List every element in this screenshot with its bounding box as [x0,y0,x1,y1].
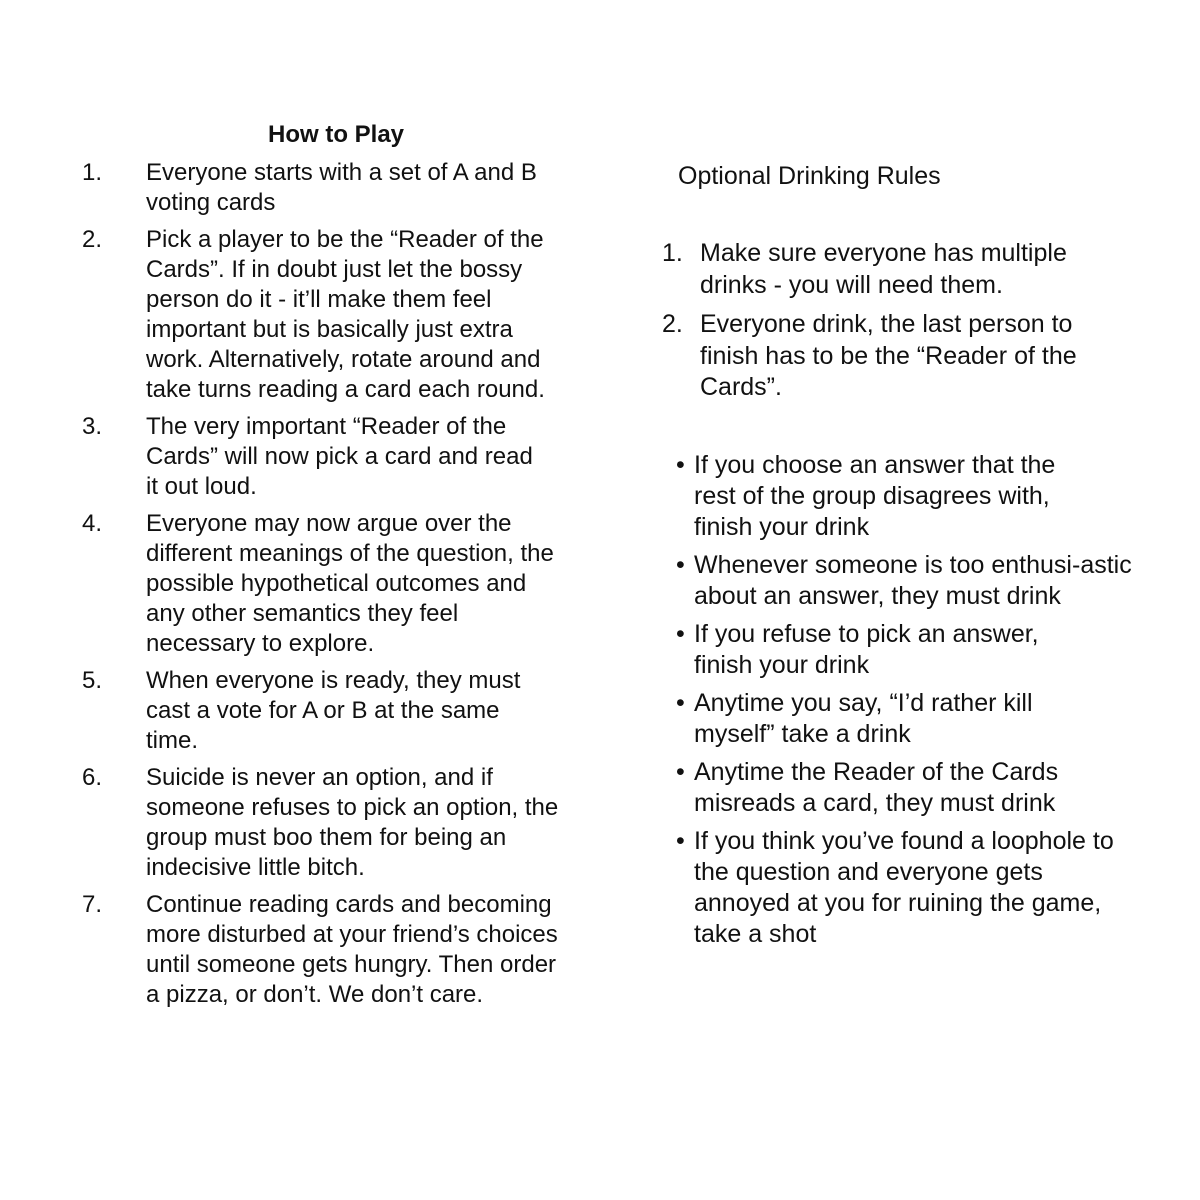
bullet-icon: • [676,757,685,786]
bullet-icon: • [676,550,685,579]
rule-number: 1. [662,239,683,267]
step-text: Continue reading cards and becoming more disturbed at your friend’s choices until someone gets hungry. Then order a pizza, or don’t. We don’t care. [146,891,558,1008]
bullet-text: If you think you’ve found a loophole to the question and everyone gets annoyed at you for ruining the game, take a shot [694,826,1114,948]
bullet-item [660,826,1160,950]
bullet-icon: • [676,688,685,717]
step-item [80,763,570,883]
bullet-item [660,450,1160,543]
step-item [80,225,570,405]
rule-text: Everyone drink, the last person to finish has to be the “Reader of the Cards”. [700,310,1077,401]
step-number: 7. [82,891,103,918]
bullet-icon: • [676,826,685,855]
step-text: Suicide is never an option, and if someone refuses to pick an option, the group must boo them for being an indecisive little bitch. [146,764,559,881]
bullet-text: Anytime you say, “I’d rather kill myself” take a drink [694,688,1033,748]
step-number: 4. [82,510,103,537]
bullet-text: Whenever someone is too enthusi-astic about an answer, they must drink [694,550,1132,610]
bullet-item [660,757,1160,819]
bullet-item [660,550,1160,612]
bullet-icon: • [676,450,685,479]
bullet-text: If you refuse to pick an answer, finish your drink [694,619,1039,679]
step-text: Everyone may now argue over the different meanings of the question, the possible hypothetical outcomes and any other semantics they feel necessary to explore. [146,510,554,657]
step-text: The very important “Reader of the Cards” will now pick a card and read it out loud. [146,413,533,500]
step-text: Pick a player to be the “Reader of the Cards”. If in doubt just let the bossy person do it - it’ll make them feel important but is basically just extra work. Alternatively, rotate around and take turns reading a card each round. [146,226,545,403]
step-number: 6. [82,764,103,791]
step-item [80,890,570,1010]
rule-number: 2. [662,310,683,338]
rule-item [660,309,1160,404]
step-text: Everyone starts with a set of A and B voting cards [146,159,537,216]
drinking-rules-title: Optional Drinking Rules [678,162,941,190]
drinking-bullet-list [660,450,1160,950]
step-item [80,666,570,756]
bullet-text: Anytime the Reader of the Cards misreads a card, they must drink [694,757,1059,817]
step-number: 5. [82,667,103,694]
how-to-play-section [80,120,570,1017]
step-text: When everyone is ready, they must cast a vote for A or B at the same time. [146,667,521,754]
bullet-item [660,619,1160,681]
how-to-play-title: How to Play [268,121,405,148]
step-number: 2. [82,226,103,253]
bullet-text: If you choose an answer that the rest of the group disagrees with, finish your drink [694,450,1056,541]
step-item [80,509,570,659]
bullet-item [660,688,1160,750]
rule-text: Make sure everyone has multiple drinks - you will need them. [700,239,1067,299]
step-item [80,158,570,218]
step-number: 1. [82,159,103,186]
drinking-rules-section [660,160,1160,957]
rule-item [660,238,1160,301]
step-item [80,412,570,502]
bullet-icon: • [676,619,685,648]
step-number: 3. [82,413,103,440]
